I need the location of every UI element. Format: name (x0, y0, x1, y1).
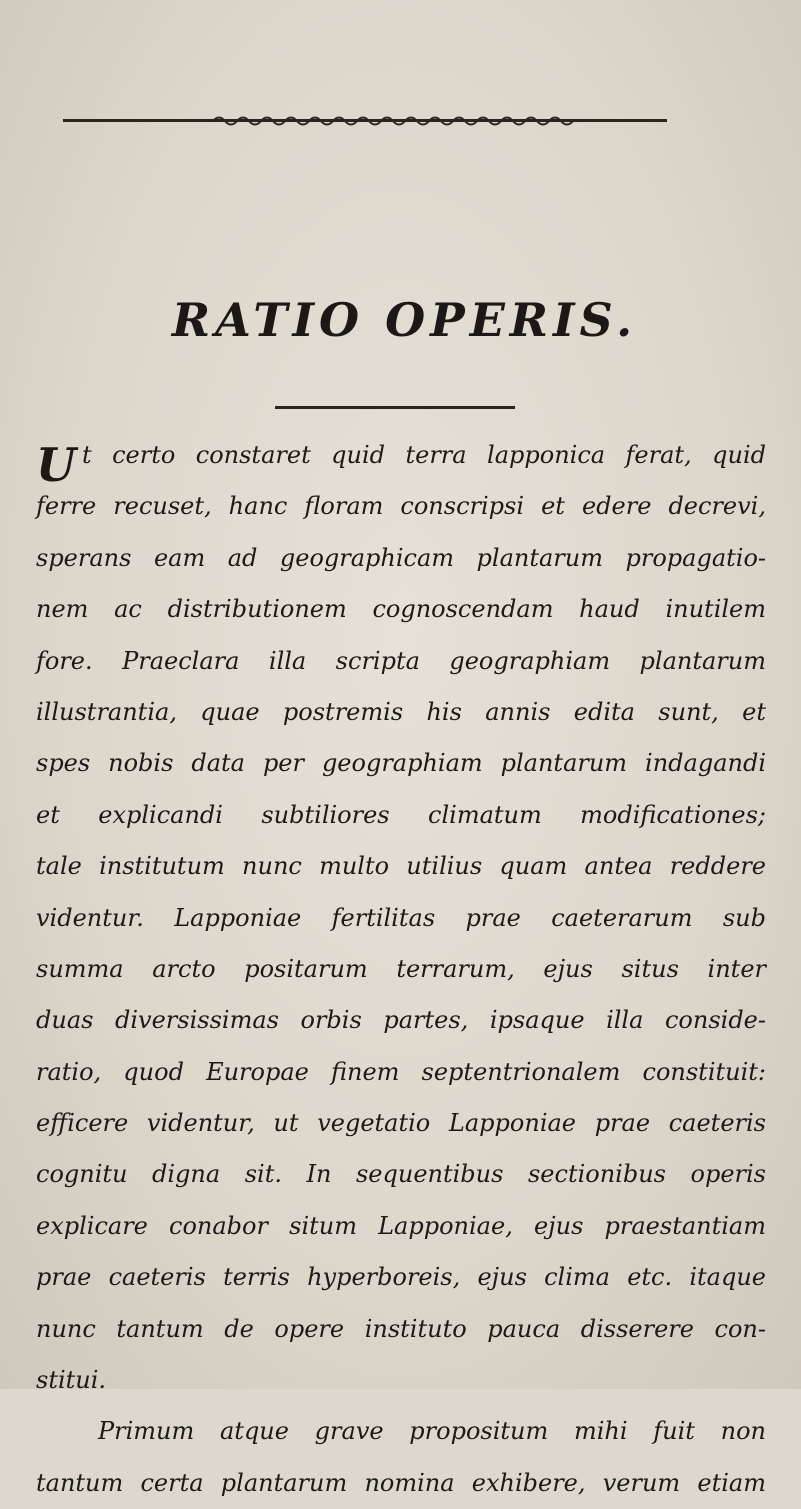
title-divider (275, 406, 515, 409)
text-line: illustrantia, quae postremis his annis edita sunt, et (36, 697, 766, 726)
text-line: efficere videntur, ut vegetatio Lapponiae prae caeteris (36, 1109, 766, 1138)
text-line: ratio, quod Europae finem septentrionalem constituit: (36, 1057, 766, 1086)
text-line: sperans eam ad geographicam plantarum propagatio- (36, 543, 766, 572)
drop-cap: U (36, 438, 77, 492)
body-text (36, 430, 766, 1509)
text-line: et explicandi subtiliores climatum modificationes; (36, 800, 766, 829)
text-line: spes nobis data per geographiam plantarum indagandi (36, 749, 766, 778)
text-line: tantum certa plantarum nomina exhibere, verum etiam (36, 1468, 766, 1497)
text-line: fore. Praeclara illa scripta geographiam plantarum (36, 646, 766, 675)
text-line: stitui. (36, 1366, 107, 1395)
text-line: summa arcto positarum terrarum, ejus situs inter (36, 954, 766, 983)
text-line: ferre recuset, hanc floram conscripsi et edere decrevi, (36, 492, 766, 521)
page-title: RATIO OPERIS. (171, 293, 638, 347)
text-line: tale institutum nunc multo utilius quam antea reddere (36, 852, 766, 881)
text-line: duas diversissimas orbis partes, ipsaque illa conside- (36, 1006, 766, 1035)
text-line: t certo constaret quid terra lapponica ferat, quid (82, 441, 766, 469)
ornamental-header-rule (63, 112, 667, 130)
text-line: nem ac distributionem cognoscendam haud inutilem (36, 595, 766, 624)
text-line: prae caeteris terris hyperboreis, ejus clima etc. itaque (36, 1263, 766, 1292)
text-line: nunc tantum de opere instituto pauca disserere con- (36, 1314, 766, 1343)
text-line: explicare conabor situm Lapponiae, ejus praestantiam (36, 1211, 766, 1240)
text-line: Primum atque grave propositum mihi fuit non (98, 1417, 766, 1446)
text-line: cognitu digna sit. In sequentibus sectionibus operis (36, 1160, 766, 1189)
text-line: videntur. Lapponiae fertilitas prae caeterarum sub (36, 903, 766, 932)
